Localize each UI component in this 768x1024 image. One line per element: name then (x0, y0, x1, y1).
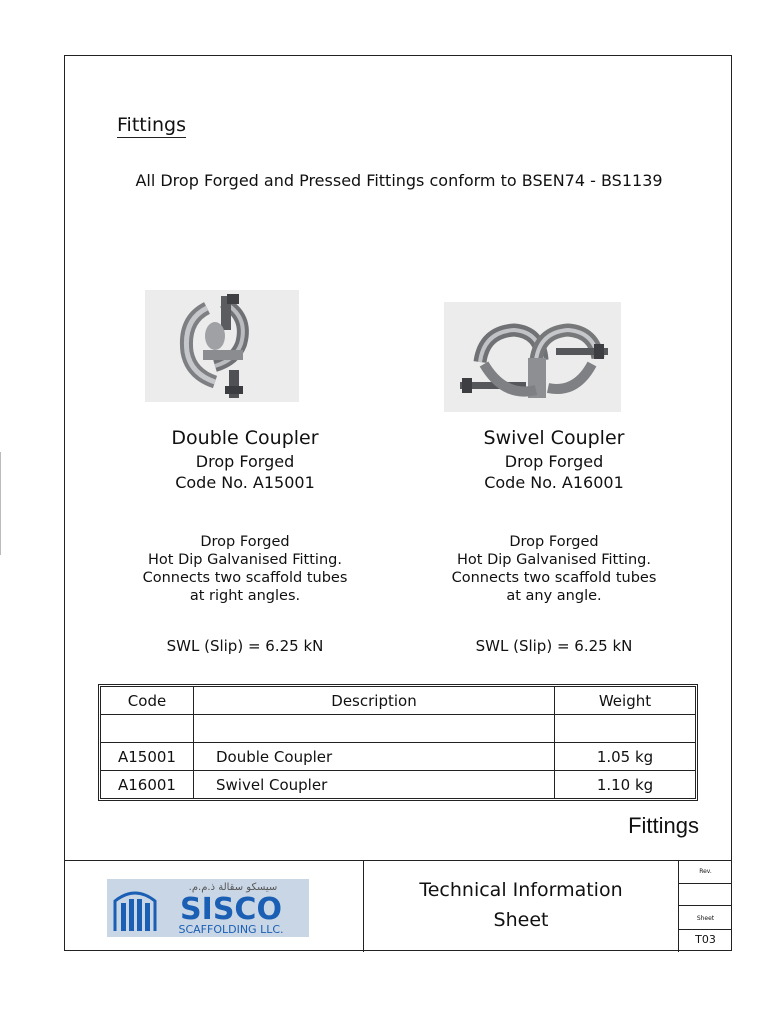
product-swl: SWL (Slip) = 6.25 kN (166, 637, 324, 655)
table-cell (555, 715, 695, 743)
footer-title: Fittings (628, 813, 699, 838)
product-description (399, 533, 709, 605)
svg-text:سيسكو سقالة ذ.م.م.: سيسكو سقالة ذ.م.م. (188, 882, 278, 893)
table-row-empty (101, 715, 695, 743)
intro-text: All Drop Forged and Pressed Fittings conform to BSEN74 - BS1139 (135, 171, 663, 190)
description-line: Connects two scaffold tubes (142, 570, 348, 586)
table-cell-description: Double Coupler (194, 743, 555, 771)
column-header-code: Code (101, 687, 194, 715)
product-code: Code No. A15001 (175, 473, 315, 492)
product-name: Swivel Coupler (483, 427, 625, 449)
title-block (65, 860, 731, 952)
svg-text:SCAFFOLDING LLC.: SCAFFOLDING LLC. (178, 923, 284, 936)
table-cell (194, 715, 555, 743)
svg-text:SISCO: SISCO (180, 892, 282, 927)
table-cell-weight: 1.05 kg (555, 743, 695, 771)
column-header-description: Description (194, 687, 555, 715)
column-header-weight: Weight (555, 687, 695, 715)
product-code: Code No. A16001 (484, 473, 624, 492)
page-heading: Fittings (117, 114, 187, 136)
company-logo (107, 879, 309, 937)
page-edge-mark (0, 452, 1, 555)
product-type: Drop Forged (195, 452, 295, 471)
product-description (90, 533, 400, 605)
technical-sheet (64, 55, 732, 951)
title-line: Technical Information (419, 879, 623, 901)
product-swivel-coupler (399, 425, 709, 655)
description-line: Drop Forged (509, 534, 599, 550)
table-row (101, 743, 695, 771)
sheet-number: T03 (695, 933, 716, 946)
description-line: Drop Forged (200, 534, 290, 550)
sheet-label: Sheet (679, 906, 732, 930)
table-cell-description: Swivel Coupler (194, 771, 555, 798)
product-double-coupler (90, 425, 400, 655)
table-row (101, 771, 695, 798)
description-line: at any angle. (506, 588, 602, 604)
description-line: Connects two scaffold tubes (451, 570, 657, 586)
title-line: Sheet (493, 909, 549, 931)
product-name: Double Coupler (171, 427, 319, 449)
description-line: Hot Dip Galvanised Fitting. (457, 552, 651, 568)
product-swl: SWL (Slip) = 6.25 kN (475, 637, 633, 655)
table-cell-weight: 1.10 kg (596, 775, 654, 794)
table-header-row (101, 687, 695, 715)
table-cell-code: A15001 (101, 743, 194, 771)
double-coupler-photo (145, 290, 299, 402)
double-coupler-image (145, 290, 299, 402)
description-line: at right angles. (189, 588, 301, 604)
rev-label: Rev. (679, 861, 732, 884)
sisco-logo-icon (107, 879, 309, 937)
product-table (98, 684, 698, 801)
title-block-title (364, 875, 678, 935)
swivel-coupler-photo (444, 302, 621, 412)
revision-sheet-box (678, 861, 732, 952)
table-cell-code: A16001 (101, 771, 194, 798)
product-type: Drop Forged (504, 452, 604, 471)
table-cell (101, 715, 194, 743)
rev-value (679, 884, 732, 906)
description-line: Hot Dip Galvanised Fitting. (148, 552, 342, 568)
swivel-coupler-image (444, 302, 621, 412)
